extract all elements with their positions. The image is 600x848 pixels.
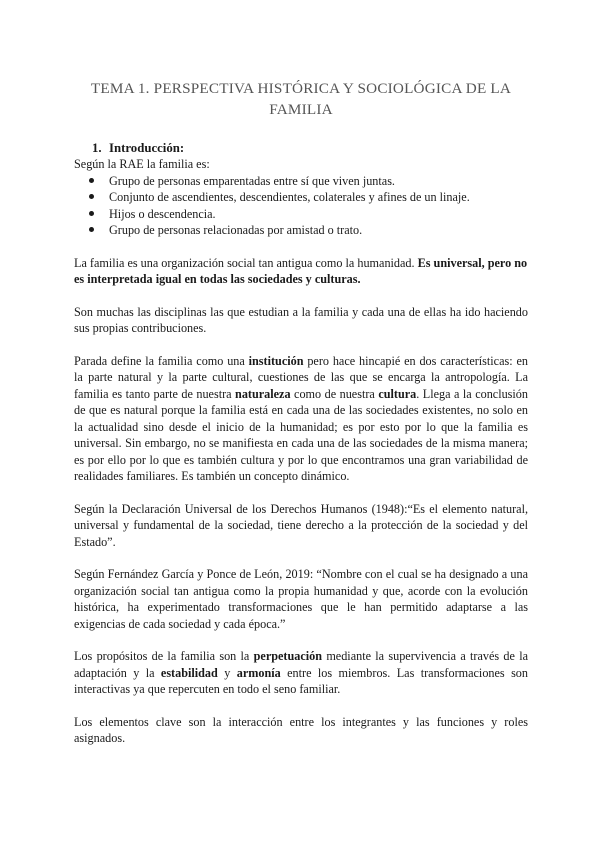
bullet-icon xyxy=(89,211,94,216)
paragraph-parada xyxy=(74,353,528,485)
emphasis-text: perpetuación xyxy=(253,649,323,663)
bullet-icon xyxy=(89,178,94,183)
bullet-icon xyxy=(89,194,94,199)
section-title: Introducción: xyxy=(109,141,185,155)
emphasis-text: armonía xyxy=(236,665,281,680)
paragraph-universal xyxy=(74,255,528,288)
emphasis-text: cultura xyxy=(378,386,417,401)
title-line-1: TEMA 1. PERSPECTIVA HISTÓRICA Y SOCIOLÓGICA DE LA xyxy=(90,80,512,97)
document-page xyxy=(74,78,528,747)
paragraph-text: pero hace hincapié en dos características: en la parte natural y la parte cultural, cuestiones de las que se encarga la antropología. La familia es tanto parte de nuestra xyxy=(74,353,528,401)
emphasis-text: naturaleza xyxy=(235,386,291,401)
paragraph-quote: Según Fernández García y Ponce de León, 2019: “Nombre con el cual se ha designado a una organización social tan antigua como la propia humanidad y que, acorde con la evolución histórica, ha experimentado transformaciones que le han permitido adaptarse a las exigencias de cada sociedad y cada época.” xyxy=(74,567,528,631)
bullet-icon xyxy=(89,227,94,232)
paragraph-text: Parada define la familia como una xyxy=(74,353,249,368)
emphasis-text: estabilidad xyxy=(160,665,218,680)
list-item-text: Grupo de personas relacionadas por amistad o trato. xyxy=(109,223,363,237)
paragraph-disciplines: Son muchas las disciplinas las que estudian a la familia y cada una de ellas ha ido haciendo sus propias contribuciones. xyxy=(74,304,528,335)
paragraph-text: . Llega a la conclusión de que es natural porque la familia está en cada una de las sociedades existentes, no solo en la actualidad sino desde el inicio de la humanidad; es por esto por lo que la familia es universal. Sin embargo, no se manifiesta en cada una de las sociedades de la misma manera; es por ello por lo que es también cultura y por lo que encontramos una gran variabilidad de realidades familiares. Es también un concepto dinámico. xyxy=(74,386,528,483)
document-title xyxy=(74,78,528,120)
list-item-text: Hijos o descendencia. xyxy=(109,206,216,221)
list-item-text: Grupo de personas emparentadas entre sí que viven juntas. xyxy=(109,173,395,188)
paragraph-text: Los propósitos de la familia son la xyxy=(74,649,254,663)
paragraph-declaration: Según la Declaración Universal de los Derechos Humanos (1948):“Es el elemento natural, universal y fundamental de la sociedad, tiene derecho a la protección de la sociedad y del Estado”. xyxy=(74,501,528,549)
section-heading xyxy=(92,140,528,156)
emphasis-text: institución xyxy=(248,353,304,368)
list-item xyxy=(89,222,528,239)
emphasis-text: Es universal, pero no es interpretada igual en todas las sociedades y culturas. xyxy=(74,255,528,286)
paragraph-text: entre los miembros. Las transformaciones son interactivas ya que repercuten en todo el seno familiar. xyxy=(74,665,528,696)
paragraph-text: La familia es una organización social tan antigua como la humanidad. xyxy=(74,255,418,270)
paragraph-key-elements: Los elementos clave son la interacción entre los integrantes y las funciones y roles asignados. xyxy=(74,714,528,745)
paragraph-text: mediante la supervivencia a través de la adaptación y la xyxy=(74,649,529,680)
definition-list xyxy=(74,173,528,239)
intro-text: Según la RAE la familia es: xyxy=(74,157,210,171)
paragraph-text: como de nuestra xyxy=(290,386,379,401)
list-item xyxy=(89,206,528,223)
section-number: 1. xyxy=(92,141,102,155)
list-item xyxy=(89,173,528,190)
list-item-text: Conjunto de ascendientes, descendientes, colaterales y afines de un linaje. xyxy=(109,190,470,204)
paragraph-purposes xyxy=(74,648,528,698)
title-line-2: FAMILIA xyxy=(269,101,333,118)
paragraph-text: y xyxy=(217,665,237,680)
list-item xyxy=(89,189,528,206)
